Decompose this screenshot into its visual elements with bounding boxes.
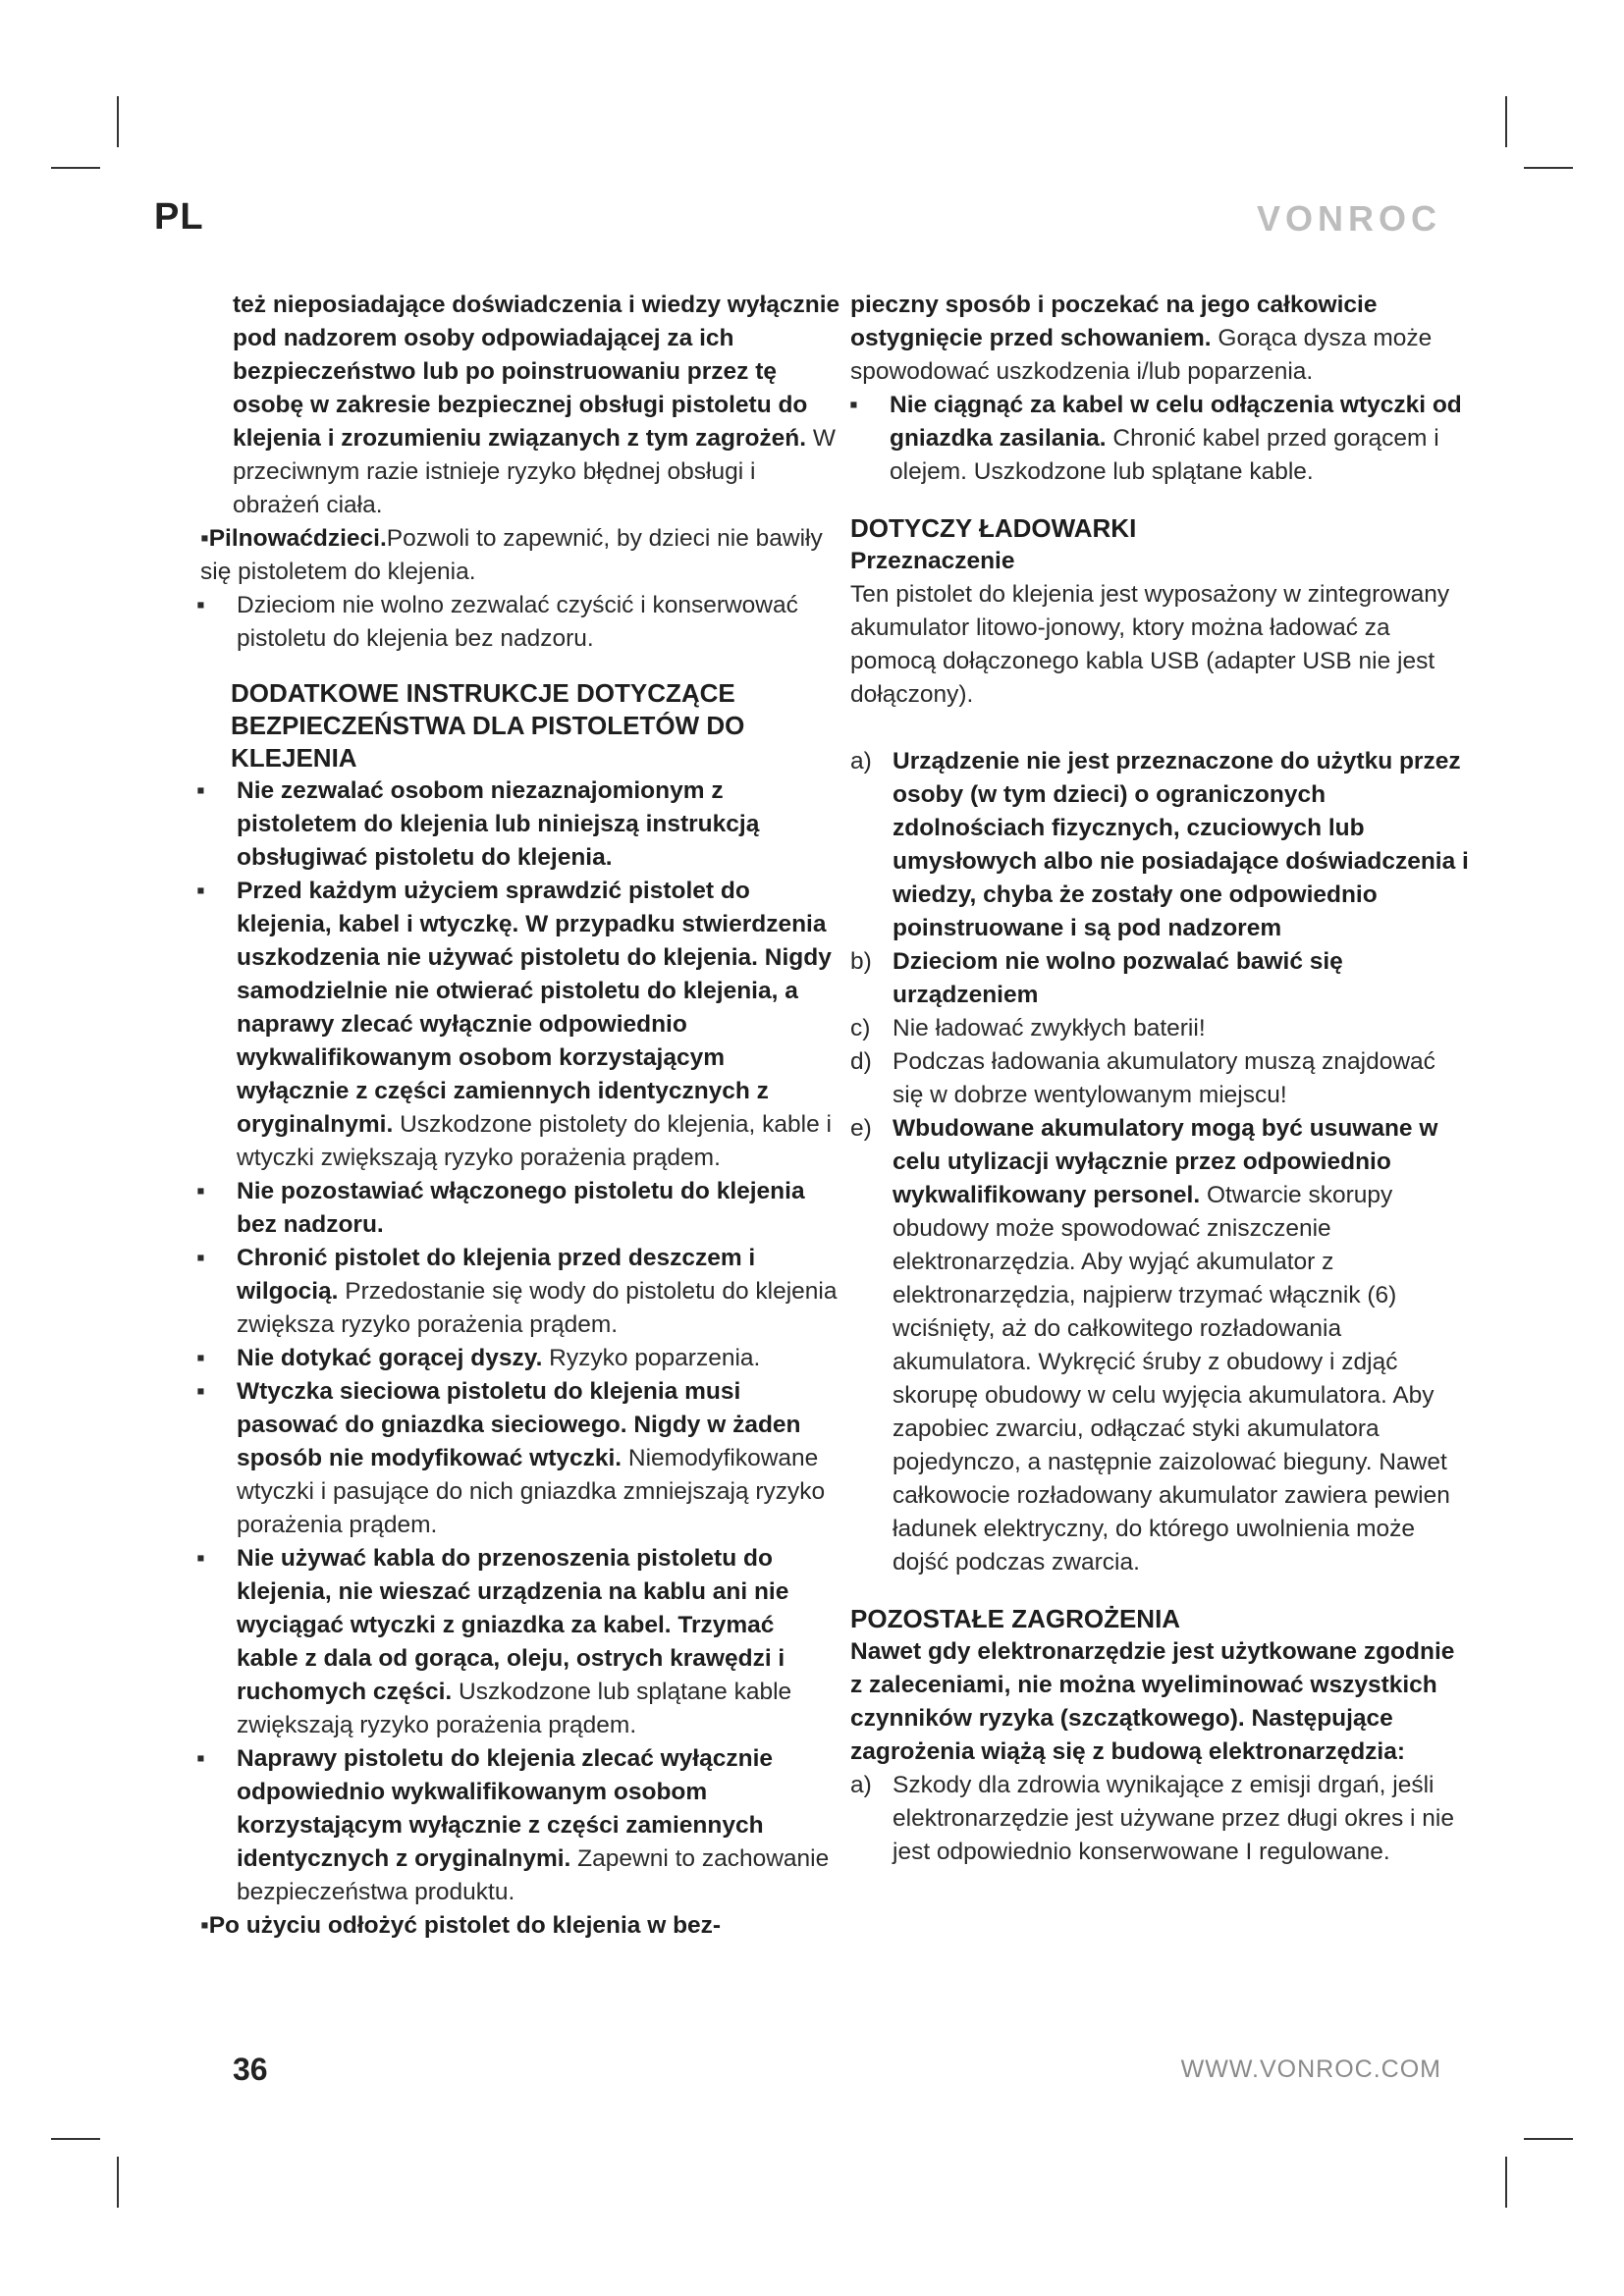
bullet-item: ▪ Dzieciom nie wolno zezwalać czyścić i konserwować pistoletu do klejenia bez nadzoru. xyxy=(196,589,841,656)
list-marker: c) xyxy=(850,1015,871,1041)
bullet-item: ▪ Przed każdym użyciem sprawdzić pistolet do klejenia, kabel i wtyczkę. W przypadku stwierdzenia uszkodzenia nie używać pistoletu do klejenia. Nigdy samodzielnie nie otwierać pistoletu do klejenia, a naprawy zlecać wyłącznie odpowiednio wykwalifikowanym osobom korzystającym wyłącznie z części zamiennych identycznych z oryginalnymi. Uszkodzone pistolety do klejenia, kable i wtyczki zwiększają ryzyko porażenia prądem. xyxy=(196,875,841,1175)
bullet-item: ▪Pilnowaćdzieci.Pozwoli to zapewnić, by dzieci nie bawiły się pistoletem do klejenia. xyxy=(200,525,823,585)
bullet-item: ▪ Nie dotykać gorącej dyszy. Ryzyko poparzenia. xyxy=(196,1342,841,1375)
section-heading: DOTYCZY ŁADOWARKI xyxy=(850,513,1137,543)
left-column xyxy=(196,289,841,1943)
crop-mark xyxy=(1505,2157,1507,2208)
page-number: 36 xyxy=(233,2052,268,2087)
list-item: d) Podczas ładowania akumulatory muszą znajdować się w dobrze wentylowanym miejscu! xyxy=(850,1045,1469,1112)
bullet-marker: ▪ xyxy=(196,1378,205,1405)
bullet-item: ▪ Nie pozostawiać włączonego pistoletu do klejenia bez nadzoru. xyxy=(196,1175,841,1242)
bullet-marker: ▪ xyxy=(196,1745,205,1772)
list-marker: b) xyxy=(850,948,872,975)
bullet-item: ▪ Wtyczka sieciowa pistoletu do klejenia musi pasować do gniazdka sieciowego. Nigdy w żaden sposób nie modyfikować wtyczki. Niemodyfikowane wtyczki i pasujące do nich gniazdka zmniejszają ryzyko porażenia prądem. xyxy=(196,1375,841,1542)
list-item: b) Dzieciom nie wolno pozwalać bawić się urządzeniem xyxy=(850,945,1469,1012)
list-marker: e) xyxy=(850,1115,872,1142)
list-item: e) Wbudowane akumulatory mogą być usuwane w celu utylizacji wyłącznie przez odpowiednio wykwalifikowany personel. Otwarcie skorupy obudowy może spowodować zniszczenie elektronarzędzia. Aby wyjąć akumulator z elektronarzędzia, najpierw trzymać włącznik (6) wciśnięty, aż do całkowitego rozładowania akumulatora. Wykręcić śruby z obudowy i zdjąć skorupę obudowy w celu wyjęcia akumulatora. Aby zapobiec zwarciu, odłączać styki akumulatora pojedynczo, a następnie zaizolować bieguny. Nawet całkowocie rozładowany akumulator zawiera pewien ładunek elektryczny, do którego uwolnienia może dojść podczas zwarcia. xyxy=(850,1112,1469,1579)
charger-paragraph: Ten pistolet do klejenia jest wyposażony w zintegrowany akumulator litowo-jonowy, ktory można ładować za pomocą dołączonego kabla USB (adapter USB nie jest dołączony). xyxy=(850,581,1450,708)
list-item: c) Nie ładować zwykłych baterii! xyxy=(850,1012,1469,1045)
bullet-marker: ▪ xyxy=(196,1345,205,1371)
language-code: PL xyxy=(154,196,204,238)
list-marker: a) xyxy=(850,1772,872,1798)
bullet-marker: ▪ xyxy=(196,1178,205,1204)
intro-paragraph: pieczny sposób i poczekać na jego całkowicie ostygnięcie przed schowaniem. Gorąca dysza może spowodować uszkodzenia i/lub poparzenia. xyxy=(850,292,1433,385)
section-heading: POZOSTAŁE ZAGROŻENIA xyxy=(850,1604,1181,1633)
bullet-item: ▪ Naprawy pistoletu do klejenia zlecać wyłącznie odpowiednio wykwalifikowanym osobom korzystającym wyłącznie z części zamiennych identycznych z oryginalnymi. Zapewni to zachowanie bezpieczeństwa produktu. xyxy=(196,1742,841,1909)
bullet-item: ▪ Nie ciągnąć za kabel w celu odłączenia wtyczki od gniazdka zasilania. Chronić kabel przed gorącem i olejem. Uszkodzone lub splątane kable. xyxy=(849,389,1469,489)
list-marker: d) xyxy=(850,1048,872,1075)
crop-mark xyxy=(51,167,100,169)
list-item: a) Urządzenie nie jest przeznaczone do użytku przez osoby (w tym dzieci) o ograniczonych zdolnościach fizycznych, czuciowych lub umysłowych albo nie posiadające doświadczenia i wiedzy, chyba że zostały one odpowiednio poinstruowane i są pod nadzorem xyxy=(850,745,1469,945)
bullet-marker: ▪ xyxy=(849,392,858,418)
right-column xyxy=(850,289,1469,1869)
crop-mark xyxy=(1505,96,1507,147)
bullet-marker: ▪ xyxy=(200,525,209,552)
bullet-item: ▪Po użyciu odłożyć pistolet do klejenia w bez- xyxy=(200,1912,722,1939)
bullet-marker: ▪ xyxy=(196,1245,205,1271)
bullet-marker: ▪ xyxy=(200,1912,209,1939)
bullet-item: ▪ Nie używać kabla do przenoszenia pistoletu do klejenia, nie wieszać urządzenia na kablu ani nie wyciągać wtyczki z gniazdka za kabel. Trzymać kable z dala od gorąca, oleju, ostrych krawędzi i ruchomych części. Uszkodzone lub splątane kable zwiększają ryzyko porażenia prądem. xyxy=(196,1542,841,1742)
intro-paragraph: też nieposiadające doświadczenia i wiedzy wyłącznie pod nadzorem osoby odpowiadającej za ich bezpieczeństwo lub po poinstruowaniu przez tę osobę w zakresie bezpiecznej obsługi pistoletu do klejenia i zrozumieniu związanych z tym zagrożeń. W przeciwnym razie istnieje ryzyko błędnej obsługi i obrażeń ciała. xyxy=(233,292,840,518)
bullet-marker: ▪ xyxy=(196,878,205,904)
subsection-heading: Przeznaczenie xyxy=(850,548,1015,574)
bullet-marker: ▪ xyxy=(196,1545,205,1572)
crop-mark xyxy=(1524,167,1573,169)
bullet-marker: ▪ xyxy=(196,592,205,618)
crop-mark xyxy=(117,2157,119,2208)
crop-mark xyxy=(117,96,119,147)
list-marker: a) xyxy=(850,748,872,774)
residual-intro: Nawet gdy elektronarzędzie jest użytkowane zgodnie z zaleceniami, nie można wyeliminować wszystkich czynników ryzyka (szczątkowego). Następujące zagrożenia wiążą się z budową elektronarzędzia: xyxy=(850,1638,1455,1765)
bullet-marker: ▪ xyxy=(196,777,205,804)
crop-mark xyxy=(1524,2138,1573,2140)
website-link[interactable]: WWW.VONROC.COM xyxy=(1180,2056,1441,2083)
brand-logo: VONROC xyxy=(1256,198,1441,239)
crop-mark xyxy=(51,2138,100,2140)
section-heading: DODATKOWE INSTRUKCJE DOTYCZĄCE BEZPIECZEŃSTWA DLA PISTOLETÓW DO KLEJENIA xyxy=(231,678,745,773)
list-item: a) Szkody dla zdrowia wynikające z emisji drgań, jeśli elektronarzędzie jest używane przez długi okres i nie jest odpowiednio konserwowane I regulowane. xyxy=(850,1769,1469,1869)
bullet-item: ▪ Chronić pistolet do klejenia przed deszczem i wilgocią. Przedostanie się wody do pistoletu do klejenia zwiększa ryzyko porażenia prądem. xyxy=(196,1242,841,1342)
bullet-item: ▪ Nie zezwalać osobom niezaznajomionym z pistoletem do klejenia lub niniejszą instrukcją obsługiwać pistoletu do klejenia. xyxy=(196,774,841,875)
